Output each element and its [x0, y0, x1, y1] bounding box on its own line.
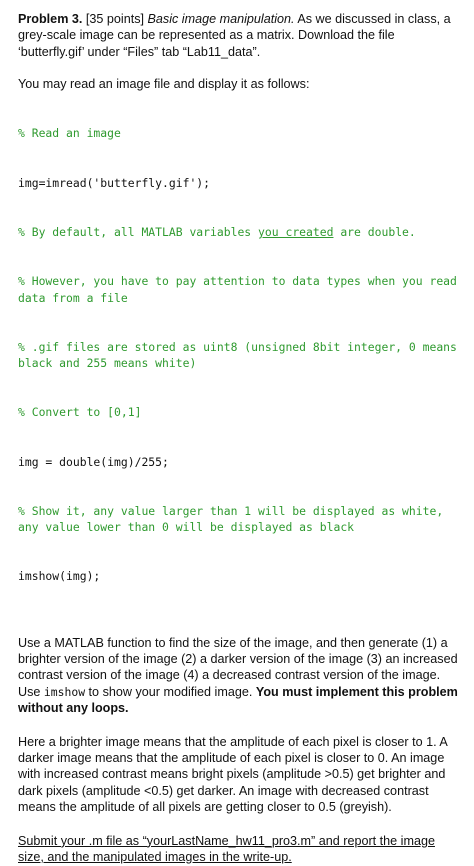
- task-requirement: You must implement this problem without any loops.: [18, 684, 458, 716]
- code-line-3-underlined: you created: [258, 224, 334, 239]
- problem-title: Basic image manipulation.: [147, 12, 295, 26]
- code-line-6: % Convert to [0,1]: [18, 405, 142, 420]
- read-intro: You may read an image file and display it as follows:: [18, 77, 310, 92]
- task-text-a: Use a MATLAB function to find the size of the image, and then generate (1) a brighter version of the image (2) a darker version of the image (3) an increased contrast version of the image (4) a decreased contrast version of the image. Use: [18, 635, 458, 699]
- task-text-b: to show your modified image.: [85, 684, 256, 699]
- code-line-5: % .gif files are stored as uint8 (unsigned 8bit integer, 0 means black and 255 means white): [18, 339, 464, 371]
- submit-paragraph: Submit your .m file as “yourLastName_hw11_pro3.m” and report the image size, and the manipulated images in the write-up.: [18, 833, 435, 865]
- document-page: [18, 11, 464, 866]
- code-line-2: img=imread('butterfly.gif');: [18, 175, 211, 190]
- code-line-8: % Show it, any value larger than 1 will be displayed as white, any value lower than 0 will be displayed as black: [18, 503, 451, 535]
- code-line-4: % However, you have to pay attention to data types when you read data from a file: [18, 274, 464, 305]
- task-imshow: imshow: [43, 684, 86, 699]
- code-block: [18, 93, 464, 618]
- problem-points: [35 points]: [85, 12, 145, 26]
- code-line-3: [18, 224, 464, 240]
- code-line-3-part-c: are double.: [333, 224, 416, 239]
- problem-intro: [18, 11, 464, 60]
- code-line-7: img = double(img)/255;: [18, 454, 169, 469]
- code-line-1: % Read an image: [18, 126, 121, 141]
- code-line-9: imshow(img);: [18, 569, 101, 584]
- problem-heading: Problem 3.: [18, 12, 83, 26]
- code-line-3-part-a: % By default, all MATLAB variables: [18, 224, 259, 239]
- problem-intro-text: As we discussed in class, a grey-scale image can be represented as a matrix. Download the file ‘butterfly.gif’ under “Files” tab “Lab11_data”.: [18, 12, 451, 59]
- explain-paragraph: Here a brighter image means that the amplitude of each pixel is closer to 1. A darker image means that the amplitude of each pixel is closer to 0. An image with increased contrast means bright pixels (amplitude >0.5) get brighter and dark pixels (amplitude <0.5) get darker. An image with decreased contrast means the amplitude of all pixels are getting closer to 0.5 (greyish).: [18, 734, 448, 815]
- task-paragraph: [18, 635, 464, 717]
